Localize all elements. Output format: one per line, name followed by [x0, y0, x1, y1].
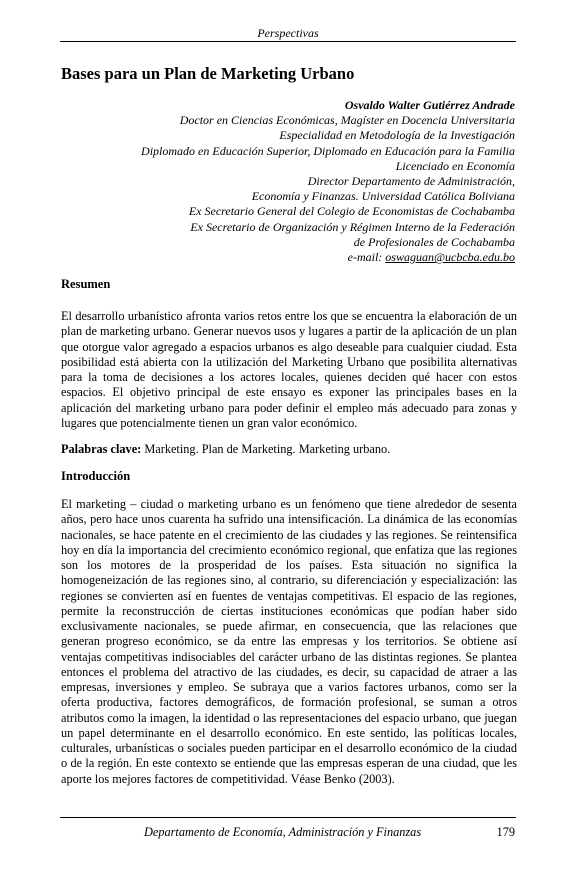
introduccion-heading: Introducción	[61, 469, 131, 483]
affiliation-line: Doctor en Ciencias Económicas, Magíster en Docencia Universitaria	[179, 113, 515, 128]
affiliation-line: Director Departamento de Administración,	[307, 174, 515, 189]
affiliation-line: Especialidad en Metodología de la Investigación	[279, 128, 515, 143]
resumen-text: El desarrollo urbanístico afronta varios retos entre los que se encuentra la elaboración de un plan de marketing urbano. Generar nuevos usos y lugares a partir de la aplicación de un plan que otorgue valor agregado a espacios urbanos es algo deseable para cualquier ciudad. Esta posibilidad está abierta con la utilización del Marketing Urbano que posibilita alternativas para la toma de decisiones a los actores locales, quienes deciden qué hacer con estos espacios. El objetivo principal de este ensayo es exponer las principales bases en la aplicación del marketing urbano para poder definir el empleo más adecuado para zonas y lugares que potencialmente tienen un gran valor económico.	[61, 309, 517, 430]
author-name: Osvaldo Walter Gutiérrez Andrade	[344, 98, 515, 112]
affiliation-line: de Profesionales de Cochabamba	[353, 234, 515, 249]
affiliation-line: Ex Secretario de Organización y Régimen Interno de la Federación	[190, 219, 515, 234]
page-number: 179	[496, 825, 515, 839]
email-label: e-mail:	[347, 250, 386, 265]
keywords	[61, 442, 390, 457]
author-affiliation	[55, 98, 515, 265]
affiliation-line: Licenciado en Economía	[395, 158, 515, 173]
header-rule	[60, 41, 516, 42]
article-title: Bases para un Plan de Marketing Urbano	[61, 64, 355, 83]
resumen-heading: Resumen	[61, 277, 111, 291]
affiliation-line: Economía y Finanzas. Universidad Católica Boliviana	[251, 189, 515, 204]
email-line	[55, 250, 515, 265]
email-link[interactable]: oswaguan@ucbcba.edu.bo	[385, 250, 515, 265]
introduccion-text: El marketing – ciudad o marketing urbano es un fenómeno que tiene alrededor de sesenta años, pero hace unos cuarenta ha sufrido una intensificación. La dinámica de las economías nacionales, se hace patente en el crecimiento de las ciudades y las regiones. Se reintensifica hoy en día la importancia del crecimiento económico regional, que enfatiza que las regiones son los motores de la prosperidad de los países. Esta situación no significa la homogeneización de las regiones sino, al contrario, su diferenciación y especialización: las regiones se convierten así en fuentes de ventajas competitivas. El espacio de las regiones, permite la reconstrucción de ciertas instituciones económicas que podían haber sido exclusivamente nacionales, se puede afirmar, en consecuencia, que las relaciones que generan progreso económico, se da entre las empresas y los territorios. Se obtiene así ventajas competitivas indisociables del carácter urbano de las distintas regiones. Se plantea entonces el problema del atractivo de las ciudades, es decir, su capacidad de atraer a las empresas, inversiones y empleo. Se subraya que a varios factores urbanos, como ser la oferta productiva, factores demográficos, de formación profesional, se suman a otros atributos como la imagen, la identidad o las representaciones del espacio urbano, que juegan un papel determinante en el desarrollo económico. En este sentido, las políticas locales, culturales, urbanísticas o sociales pueden participar en el desarrollo económico de la ciudad o de la región. En este contexto se entiende que las empresas esperan de una ciudad, que les aporte los mejores factores de competitividad. Véase Benko (2003).	[61, 497, 517, 786]
footer-department: Departamento de Economía, Administración y Finanzas	[144, 825, 422, 839]
running-header: Perspectivas	[257, 26, 319, 40]
keywords-text: Marketing. Plan de Marketing. Marketing urbano.	[141, 442, 391, 456]
affiliation-line: Diplomado en Educación Superior, Diplomado en Educación para la Familia	[141, 143, 515, 158]
keywords-label: Palabras clave:	[61, 442, 142, 456]
footer-rule	[60, 817, 516, 818]
affiliation-line: Ex Secretario General del Colegio de Economistas de Cochabamba	[188, 204, 515, 219]
